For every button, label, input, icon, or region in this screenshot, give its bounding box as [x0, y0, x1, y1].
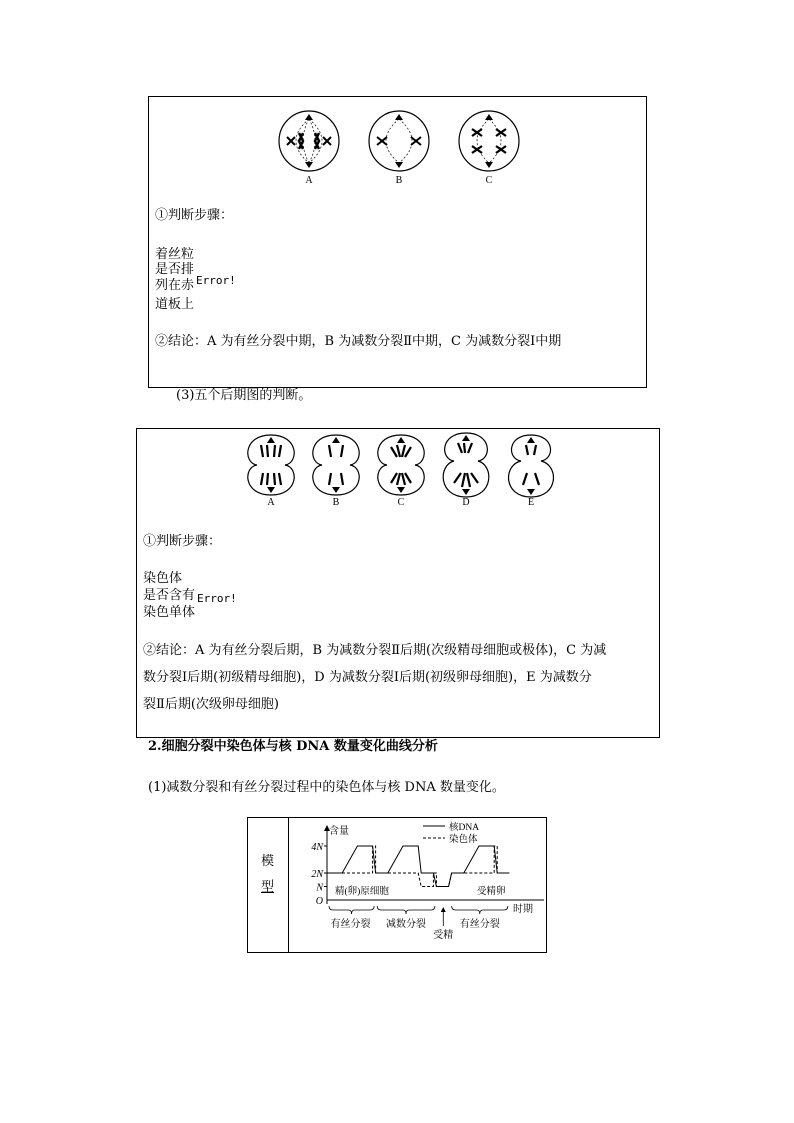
chart-labels — [329, 821, 533, 941]
conclusion2-line-2: 数分裂Ⅰ后期(初级精母细胞)，D 为减数分裂Ⅰ后期(初级卵母细胞)，E 为减数分 — [143, 670, 592, 685]
criterion-line-1: 着丝粒 — [155, 247, 195, 262]
intro-five-anaphase: (3)五个后期图的判断。 — [176, 388, 312, 403]
figure-label-b: B — [395, 175, 403, 186]
fertilization-arrowhead — [441, 907, 446, 912]
phase-label-mitosis-2: 有丝分裂 — [459, 919, 500, 930]
dna-chromosome-chart — [289, 818, 545, 952]
steps-title-2: ①判断步骤： — [143, 534, 222, 549]
y-tick-4n-label: 4N — [311, 842, 323, 853]
chart-series — [327, 846, 509, 887]
criterion2-line-2: 是否含有 — [143, 588, 196, 603]
brace-mitosis-2 — [452, 906, 508, 914]
criterion2-line-1: 染色体 — [143, 571, 183, 586]
criterion-line-2: 是否排 — [155, 262, 195, 277]
conclusion2-line-3: 裂Ⅱ后期(次级卵母细胞) — [143, 697, 279, 712]
cell-c-figure — [459, 111, 519, 171]
anaphase-figures — [237, 431, 557, 501]
anaphase-label-a: A — [267, 497, 275, 508]
anaphase-label-d: D — [462, 497, 470, 508]
brace-meiosis — [377, 906, 435, 914]
y-axis-label: 含量 — [329, 826, 349, 837]
criterion-line-3: 列在赤 — [155, 278, 195, 293]
phase-label-mitosis-1: 有丝分裂 — [330, 919, 371, 930]
anaphase-cell-a — [248, 435, 294, 495]
anaphase-label-e: E — [527, 497, 535, 508]
conclusion: ②结论：A 为有丝分裂中期，B 为减数分裂Ⅱ中期，C 为减数分裂Ⅰ中期 — [155, 334, 562, 349]
anaphase-cell-b — [313, 435, 359, 495]
row-label-1: 模 — [261, 854, 275, 869]
legend-dna-label: 核DNA — [449, 823, 480, 833]
phase-label-fertilization: 受精 — [433, 930, 454, 941]
anaphase-cell-c — [378, 435, 424, 495]
cell-b-figure — [369, 111, 429, 171]
x-axis-label: 时期 — [513, 904, 533, 915]
stage-label-zygote: 受精卵 — [477, 887, 506, 897]
metaphase-figures — [269, 105, 549, 185]
model-table — [247, 817, 547, 953]
criterion-line-4: 道板上 — [155, 297, 195, 312]
figure-label-a: A — [305, 175, 313, 186]
section2-subtitle: (1)减数分裂和有丝分裂过程中的染色体与核 DNA 数量变化。 — [148, 780, 505, 795]
steps-title: ①判断步骤： — [155, 208, 234, 223]
error-text-2: Error! — [197, 592, 237, 605]
criterion2-line-3: 染色单体 — [143, 605, 196, 620]
brace-mitosis-1 — [329, 906, 374, 914]
row-label-2: 型 — [261, 880, 275, 895]
section2-title: 2.细胞分裂中染色体与核 DNA 数量变化曲线分析 — [148, 739, 438, 754]
stage-label-germ-cell: 精(卵)原细胞 — [335, 887, 389, 897]
cell-a-figure — [279, 111, 339, 171]
figure-label-c: C — [485, 175, 493, 186]
y-tick-2n-label: 2N — [311, 869, 323, 880]
series-dna-line — [327, 846, 509, 887]
anaphase-label-b: B — [332, 497, 340, 508]
anaphase-cell-e — [509, 435, 554, 497]
legend-chromosome-label: 染色体 — [449, 835, 478, 845]
anaphase-label-c: C — [397, 497, 405, 508]
y-tick-n-label: N — [316, 882, 323, 894]
error-text: Error! — [196, 274, 236, 287]
phase-label-meiosis: 减数分裂 — [386, 919, 427, 930]
anaphase-box — [136, 428, 660, 738]
anaphase-cell-d — [443, 433, 489, 497]
metaphase-box — [148, 96, 647, 388]
conclusion2-line-1: ②结论：A 为有丝分裂后期，B 为减数分裂Ⅱ后期(次级精母细胞或极体)，C 为减 — [143, 643, 607, 658]
y-tick-o-label: O — [315, 896, 323, 907]
